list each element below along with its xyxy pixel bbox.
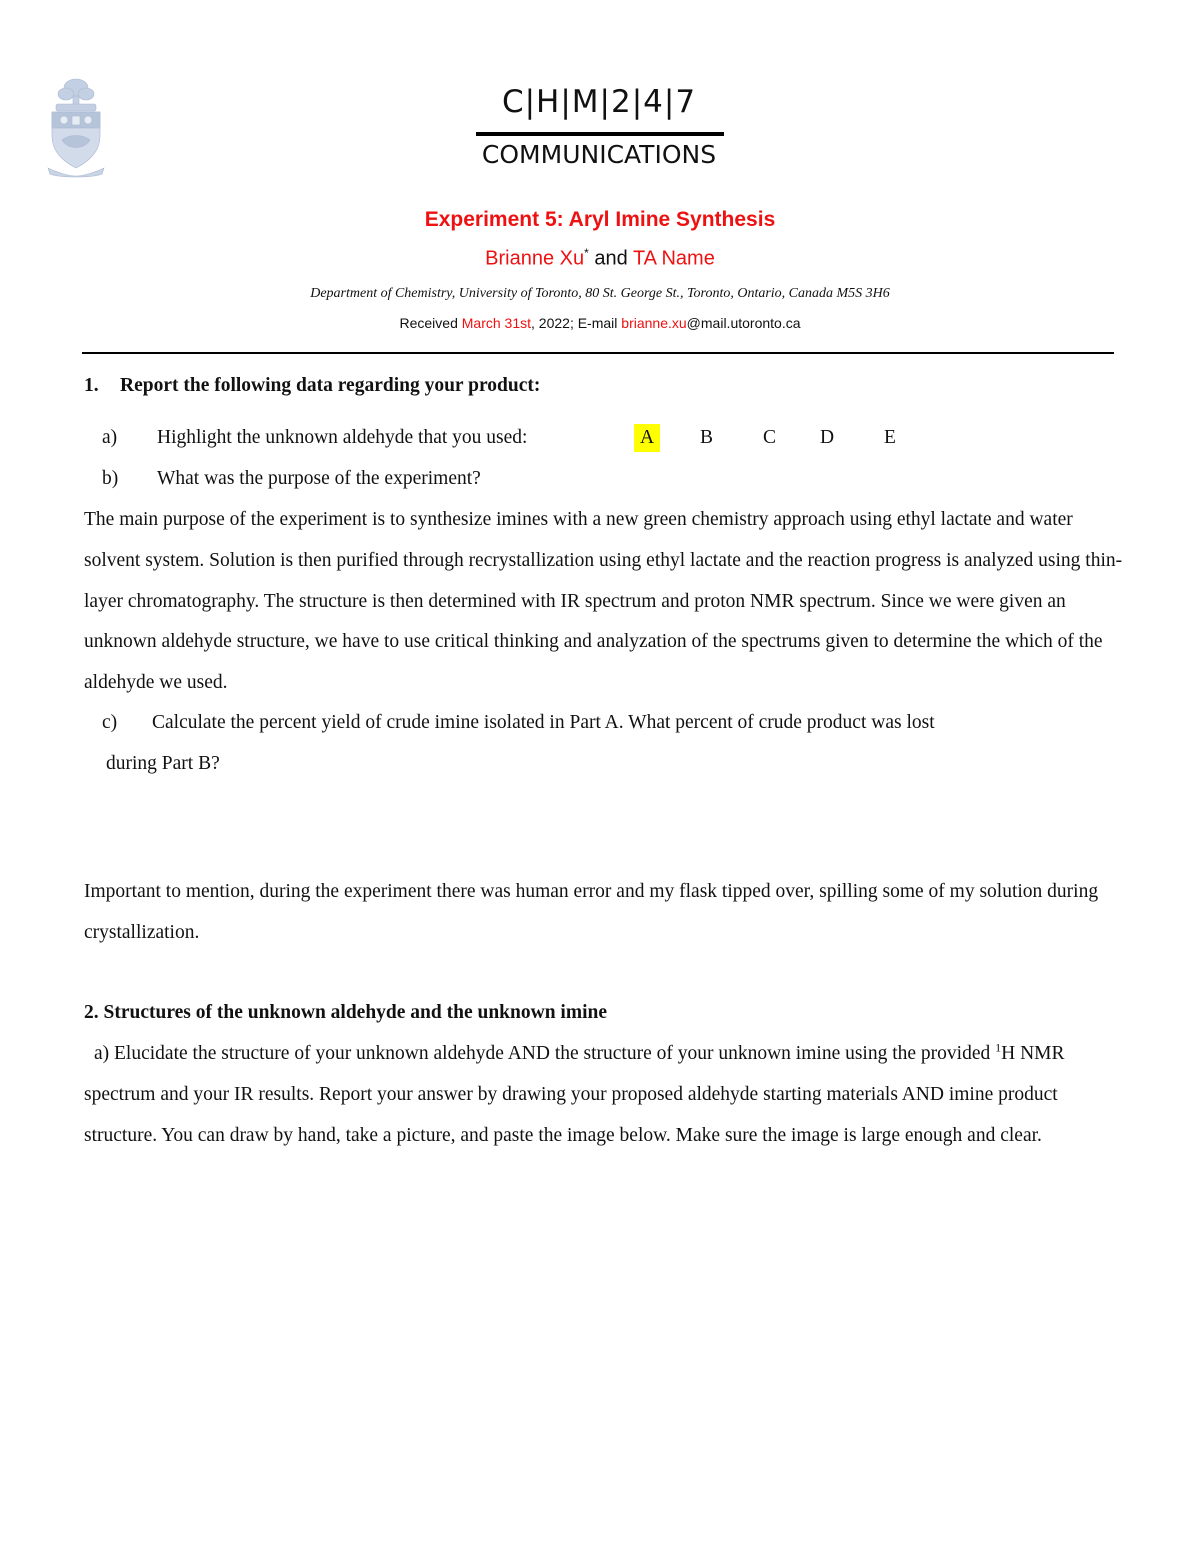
question-1a-text: Highlight the unknown aldehyde that you used:: [157, 427, 528, 448]
section1-heading-text: Report the following data regarding your product:: [120, 375, 541, 396]
question-1c: [84, 703, 1124, 785]
question-1b-label: b): [102, 468, 119, 489]
question-1b-text: What was the purpose of the experiment?: [157, 468, 481, 489]
journal-name: COMMUNICATIONS: [481, 140, 717, 169]
received-date: March 31st: [461, 315, 532, 331]
option-a-highlighted[interactable]: A: [634, 424, 660, 452]
journal-code: C|H|M|2|4|7: [501, 84, 697, 120]
question-1c-label: c): [102, 712, 118, 733]
question-1b: [84, 459, 481, 500]
header-rule: [476, 132, 724, 136]
ta-name: TA Name: [632, 247, 715, 270]
question-1a-label: a): [102, 427, 118, 448]
answer-1b: The main purpose of the experiment is to synthesize imines with a new green chemistry approach using ethyl lactate and water solvent system. Solution is then purified through recrystallization using ethyl lactate and the reaction progress is analyzed using thin- layer chromatography. The structure is then determined with IR spectrum and proton NMR spectrum. Since we were given an unknown aldehyde structure, we have to use critical thinking and analyzation of the spectrums given to determine the which of the aldehyde we used.: [84, 509, 1123, 694]
received-year: , 2022; E-mail: [531, 315, 622, 331]
note-paragraph: Important to mention, during the experiment there was human error and my flask tipped over, spilling some of my solution during crystallization.: [84, 881, 1099, 943]
email-user: brianne.xu: [621, 315, 687, 331]
email-domain: @mail.utoronto.ca: [686, 315, 801, 331]
question-2a-suffix: H NMR spectrum and your IR results. Report your answer by drawing your proposed aldehyde starting materials AND imine product structure. You can draw by hand, take a picture, and paste the image below. Make sure the image is large enough and clear.: [84, 1043, 1065, 1146]
option-c[interactable]: C: [763, 427, 777, 448]
question-1c-text-line1: Calculate the percent yield of crude imine isolated in Part A. What percent of crude product was lost: [152, 712, 935, 733]
section1-heading: [84, 366, 540, 407]
option-b[interactable]: B: [700, 427, 714, 448]
question-1c-text-line2: during Part B?: [106, 752, 220, 774]
question-2a: [84, 1034, 1124, 1156]
option-e[interactable]: E: [884, 427, 896, 448]
question-2a-prefix: a) Elucidate the structure of your unknown aldehyde AND the structure of your unknown imine using the provided: [94, 1043, 996, 1064]
received-label: Received: [399, 315, 462, 331]
affiliation: Department of Chemistry, University of Toronto, 80 St. George St., Toronto, Ontario, Canada M5S 3H6: [310, 286, 890, 301]
author-and: and: [588, 247, 633, 270]
question-2a-sup: 1: [995, 1040, 1002, 1055]
section2-heading: 2. Structures of the unknown aldehyde and the unknown imine: [84, 1002, 608, 1023]
article-title: Experiment 5: Aryl Imine Synthesis: [424, 208, 776, 231]
corresponding-mark: *: [584, 246, 589, 260]
option-d[interactable]: D: [820, 427, 835, 448]
university-crest-icon: [42, 74, 110, 180]
question-1a: [84, 418, 527, 459]
received-line: [0, 315, 1200, 331]
author-name: Brianne Xu: [485, 247, 585, 270]
author-line: [0, 246, 1200, 271]
section1-number: 1.: [84, 375, 99, 396]
section-divider: [82, 352, 1114, 354]
